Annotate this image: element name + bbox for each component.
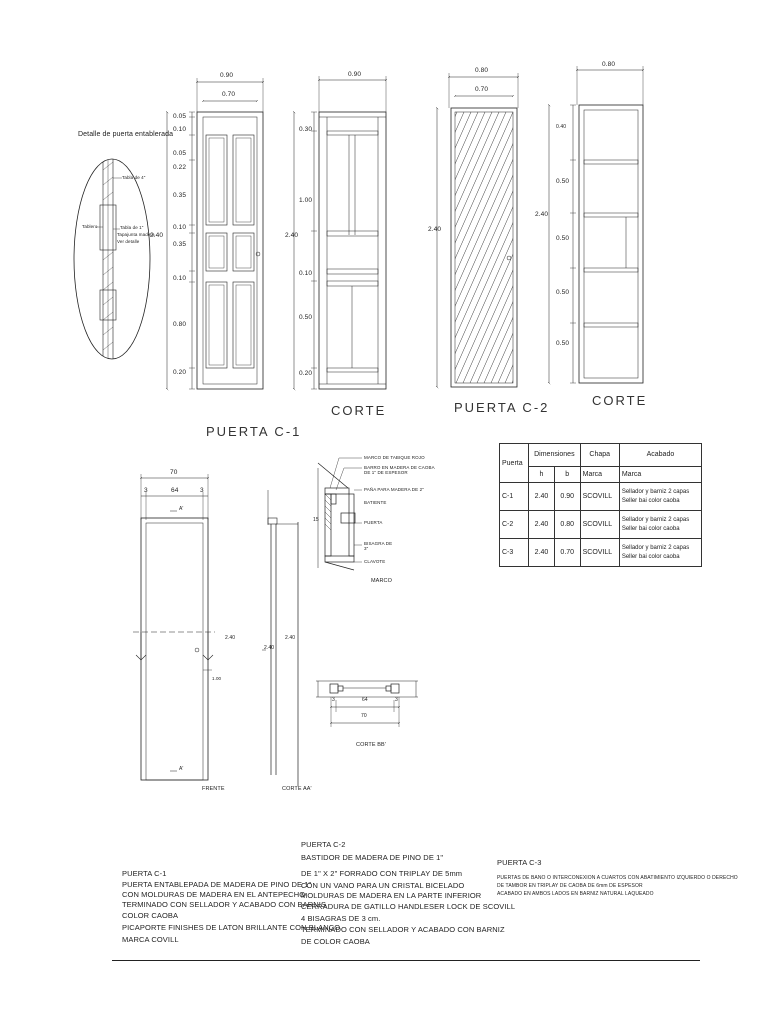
note-c2-line-7: TERMINADO CON SELLADOR Y ACABADO CON BARNIZ — [301, 925, 505, 934]
schedule-cell-acabado — [619, 483, 701, 511]
schedule-cell-h: 2.40 — [529, 483, 555, 511]
note-c2-line-8: DE COLOR CAOBA — [301, 937, 370, 946]
corte1-vdim-5: 0.20 — [299, 370, 313, 377]
c1-width-leaf: 0.70 — [222, 91, 236, 98]
c1-vdim-5: 0.35 — [173, 192, 187, 199]
door-schedule-table — [499, 443, 702, 567]
corte-1-section — [294, 76, 386, 389]
note-c2-line-3: CON UN VANO PARA UN CRISTAL BICELADO — [301, 881, 465, 890]
detail-callout-3: Tabla de 1" — [120, 225, 144, 230]
schedule-header-dimensiones: Dimensiones — [529, 444, 581, 467]
c1-vdim-1: 0.05 — [173, 113, 187, 120]
note-c3-title: PUERTA C-3 — [497, 858, 542, 867]
detail-callout-2: Tablero — [82, 224, 98, 229]
marco-callout-1: MARCO DE TABIQUE ROJO — [364, 455, 425, 460]
schedule-cell-chapa: SCOVILL — [580, 483, 619, 511]
schedule-sub-chapa: Marca — [580, 466, 619, 482]
schedule-acabado-line-2: Seller bai color caoba — [621, 525, 680, 532]
c1-vdim-9: 0.80 — [173, 321, 187, 328]
c1-height: 2.40 — [150, 232, 164, 239]
corte-2-section — [549, 66, 643, 383]
detail-callout-4: Tapajunta madera — [117, 232, 155, 237]
c2-height: 2.40 — [428, 226, 442, 233]
schedule-cell-puerta: C-3 — [500, 539, 529, 567]
c1-vdim-2: 0.10 — [173, 126, 187, 133]
c1-vdim-3: 0.05 — [173, 150, 187, 157]
frente-height: 2.40 — [225, 635, 236, 641]
c2-width-leaf: 0.70 — [475, 86, 489, 93]
note-c1-line-2: CON MOLDURAS DE MADERA EN EL ANTEPECHO — [122, 890, 306, 899]
marco-detail — [318, 458, 362, 570]
marco-callout-2: BARRO EN MADERA DE CAOBA DE 1" DE ESPESOR — [364, 465, 435, 476]
detail-callout-5: Ver detalle — [117, 239, 140, 244]
corte-aa-label: CORTE AA' — [282, 786, 312, 792]
corte2-height: 2.40 — [535, 211, 549, 218]
note-c2-line-6: 4 BISAGRAS DE 3 cm. — [301, 914, 381, 923]
marco-callout-7: CLAVOTE — [364, 559, 386, 564]
note-c1-line-5: PICAPORTE FINISHES DE LATON BRILLANTE CON BLANCO — [122, 923, 341, 932]
schedule-sub-b: b — [554, 466, 580, 482]
note-c3-line-1: PUERTAS DE BANO O INTERCONEXION A CUARTOS CON ABATIMIENTO IZQUIERDO O DERECHO — [497, 875, 738, 881]
note-c2-title: PUERTA C-2 — [301, 840, 346, 849]
note-c1-line-1: PUERTA ENTABLEPADA DE MADERA DE PINO DE 1" — [122, 880, 312, 889]
schedule-header-row — [500, 444, 702, 467]
schedule-cell-b: 0.80 — [554, 511, 580, 539]
corte1-title: CORTE — [331, 403, 387, 418]
schedule-acabado-line-2: Seller bai color caoba — [621, 553, 680, 560]
corte1-width: 0.90 — [348, 71, 362, 78]
schedule-cell-h: 2.40 — [529, 539, 555, 567]
schedule-row — [500, 539, 702, 567]
schedule-cell-acabado — [619, 539, 701, 567]
schedule-cell-chapa: SCOVILL — [580, 539, 619, 567]
schedule-sub-h: h — [529, 466, 555, 482]
schedule-cell-chapa: SCOVILL — [580, 511, 619, 539]
detail-label: Detalle de puerta entablerada — [78, 131, 174, 138]
detail-callout-1: Tabla de 4" — [122, 175, 146, 180]
note-c1-line-4: COLOR CAOBA — [122, 911, 179, 920]
note-c3-line-2: DE TAMBOR EN TRIPLAY DE CAOBA DE 6mm DE ESPESOR — [497, 883, 643, 889]
c1-vdim-6: 0.10 — [173, 224, 187, 231]
corte-bb-part-2: 64 — [362, 697, 368, 703]
frente-top-total: 70 — [170, 469, 178, 476]
schedule-cell-h: 2.40 — [529, 511, 555, 539]
frente-label: FRENTE — [202, 786, 225, 792]
schedule-cell-b: 0.90 — [554, 483, 580, 511]
schedule-acabado-line-2: Seller bai color caoba — [621, 497, 680, 504]
corte2-vdim-4: 0.50 — [556, 289, 570, 296]
frente-elevation — [133, 474, 215, 780]
corte2-vdim-5: 0.50 — [556, 340, 570, 347]
schedule-cell-puerta: C-2 — [500, 511, 529, 539]
corte2-vdim-3: 0.50 — [556, 235, 570, 242]
schedule-cell-acabado — [619, 511, 701, 539]
schedule-acabado-line-1: Sellador y barniz 2 capas — [621, 544, 690, 551]
corte1-height: 2.40 — [285, 232, 299, 239]
detail-oval — [74, 150, 150, 360]
corte1-vdim-3: 0.10 — [299, 270, 313, 277]
corte1-vdim-2: 1.00 — [299, 197, 313, 204]
corte2-title: CORTE — [592, 393, 648, 408]
note-c1-line-3: TERMINADO CON SELLADOR Y ACABADO CON BARNIS — [122, 900, 327, 909]
corte-aa-height-left: 2.40 — [264, 645, 275, 651]
c1-vdim-8: 0.10 — [173, 275, 187, 282]
schedule-acabado-line-1: Sellador y barniz 2 capas — [621, 488, 690, 495]
marco-label: MARCO — [371, 578, 392, 584]
schedule-header-acabado: Acabado — [619, 444, 701, 467]
note-c2-line-5: CERRADURA DE GATILLO HANDLESER LOCK DE SCOVILL — [301, 902, 516, 911]
schedule-header-chapa: Chapa — [580, 444, 619, 467]
corte-bb-total: 70 — [361, 713, 367, 719]
schedule-subheader-row — [500, 466, 702, 482]
c1-width-total: 0.90 — [220, 72, 234, 79]
note-c2-line-2: DE 1" X 2" FORRADO CON TRIPLAY DE 5mm — [301, 869, 463, 878]
corte1-vdim-1: 0.30 — [299, 126, 313, 133]
marco-callout-6: BISAGRA DE 3" — [364, 541, 393, 552]
corte1-vdim-4: 0.50 — [299, 314, 313, 321]
corte2-vdim-2: 0.50 — [556, 178, 570, 185]
corte-aa-height-right: 2.40 — [285, 635, 296, 641]
marco-callout-4: BATIENTE — [364, 500, 387, 505]
c1-vdim-10: 0.20 — [173, 369, 187, 376]
schedule-row — [500, 511, 702, 539]
door-c1-elevation — [167, 78, 263, 389]
corte-bb-label: CORTE BB' — [356, 742, 386, 748]
bottom-rule — [112, 960, 700, 961]
door-c2-elevation — [155, 73, 653, 387]
note-c2-line-4: MOLDURAS DE MADERA EN LA PARTE INFERIOR — [301, 891, 482, 900]
c2-title: PUERTA C-2 — [454, 400, 550, 415]
frente-top-part-1: 3 — [144, 487, 148, 494]
frente-cut-label-bottom: A' — [179, 766, 184, 772]
note-c1-line-6: MARCA COVILL — [122, 935, 179, 944]
schedule-cell-b: 0.70 — [554, 539, 580, 567]
frente-top-part-2: 64 — [171, 487, 179, 494]
schedule-row — [500, 483, 702, 511]
note-c2-line-1: BASTIDOR DE MADERA DE PINO DE 1" — [301, 853, 444, 862]
note-c1-title: PUERTA C-1 — [122, 869, 167, 878]
corte-bb-part-3: 3 — [395, 697, 398, 703]
corte2-width: 0.80 — [602, 61, 616, 68]
c1-vdim-4: 0.22 — [173, 164, 187, 171]
c2-width-total: 0.80 — [475, 67, 489, 74]
schedule-acabado-line-1: Sellador y barniz 2 capas — [621, 516, 690, 523]
marco-dim: 15 — [313, 517, 319, 523]
schedule-cell-puerta: C-1 — [500, 483, 529, 511]
c1-vdim-7: 0.35 — [173, 241, 187, 248]
frente-top-part-3: 3 — [200, 487, 204, 494]
marco-callout-5: PUERTA — [364, 520, 383, 525]
corte2-vdim-1: 0.40 — [556, 124, 567, 130]
frente-cut-label-top: A' — [179, 506, 184, 512]
schedule-sub-acabado: Marca — [619, 466, 701, 482]
c1-title: PUERTA C-1 — [206, 424, 302, 439]
corte-bb-part-1: 3 — [332, 697, 335, 703]
schedule-header-puerta: Puerta — [500, 444, 529, 483]
corte-bb-section — [316, 681, 418, 727]
frente-lock-dim: 1.00 — [212, 676, 222, 681]
marco-callout-3: PAÑA PARA MADERA DE 2" — [364, 487, 424, 492]
note-c3-line-3: ACABADO EN AMBOS LADOS EN BARNIZ NATURAL LAQUEADO — [497, 891, 654, 897]
